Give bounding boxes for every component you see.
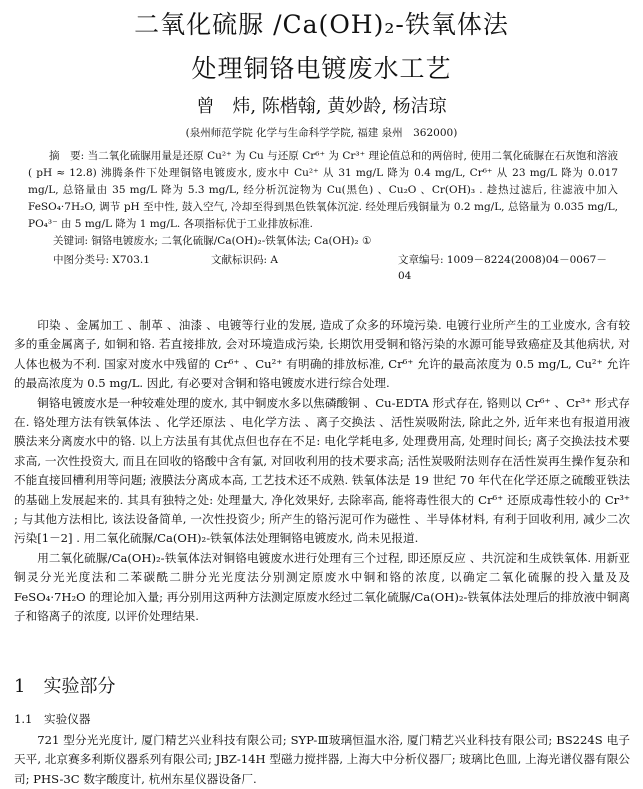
abstract-text: 摘 要: 当二氧化硫脲用量是还原 Cu²⁺ 为 Cu 与还原 Cr⁶⁺ 为 Cr³⁺ 理论值总和的两倍时, 使用二氧化硫脲在石灰饱和溶液( pH ≈ 12.8) 沸腾条件下处理铜铬电镀废水, 废水中 Cu²⁺ 从 31 mg/L 降为 0.4 mg/L, Cr⁶⁺ 从 23 mg/L 降为 0.017 mg/L, 总铬量由 35 mg/L 降为 5.3 mg/L, 经分析沉淀物为 Cu(黑色) 、Cu₂O 、Cr(OH)₃ . 趁热过滤后, 往滤液中加入 FeSO₄·7H₂O, 调节 pH 至中性, 鼓入空气, 冷却至得到黑色铁氧体沉淀. 经处理后残铜量为 0.2 mg/L, 总铬量为 0.035 mg/L, PO₄³⁻ 由 5 mg/L 降为 1 mg/L. 各项指标优于工业排放标准. xyxy=(28,150,618,230)
keywords: 关键词: 铜铬电镀废水; 二氧化硫脲/Ca(OH)₂-铁氧体法; Ca(OH)₂ ① xyxy=(53,235,372,247)
paper-title-line-1: 二氧化硫脲 /Ca(OH)₂-铁氧体法 xyxy=(134,10,509,39)
body-paragraph: 印染 、金属加工 、制革 、油漆 、电镀等行业的发展, 造成了众多的环境污染. 电镀行业所产生的工业废水, 含有较多的重金属离子, 如铜和铬. 若直接排放, 会对环境造成污染, 长期饮用受铜和铬污染的水源可能导致癌症及其他病状, 对人体也极为不利. 国家对废水中残留的 Cr⁶⁺ 、Cu²⁺ 有明确的排放标准, Cr⁶⁺ 允许的最高浓度为 0.5 mg/L, Cu²⁺ 允许的最高浓度为 0.5 mg/L. 因此, 有必要对含铜和铬电镀废水进行综合处理. xyxy=(14,318,630,391)
paper-title-line-2: 处理铜铬电镀废水工艺 xyxy=(191,54,452,83)
affiliation: (泉州师范学院 化学与生命科学学院, 福建 泉州 362000) xyxy=(185,127,458,139)
instruments-text xyxy=(14,731,630,789)
body-text xyxy=(14,316,630,627)
abstract xyxy=(28,148,618,233)
article-number: 文章编号: 1009－8224(2008)04－0067－04 xyxy=(398,254,607,282)
instruments-paragraph: 721 型分光光度计, 厦门精艺兴业科技有限公司; SYP-Ⅲ玻璃恒温水浴, 厦门精艺兴业科技有限公司; BS224S 电子天平, 北京赛多利斯仪器系列有限公司; JBZ-14H 型磁力搅拌器, 上海大中分析仪器厂; 玻璃比色皿, 上海光谱仪器有限公司; PHS-3C 数字酸度计, 杭州东星仪器设备厂. xyxy=(14,733,630,786)
body-paragraph: 用二氧化硫脲/Ca(OH)₂-铁氧体法对铜铬电镀废水进行处理有三个过程, 即还原反应 、共沉淀和生成铁氧体. 用新亚铜灵分光光度法和二苯碳酰二肼分光光度法分别测定原废水中铜和铬的浓度, 以确定二氧化硫脲的投入量及及 FeSO₄·7H₂O 的理论加入量; 再分别用这两种方法测定原废水经过二氧化硫脲/Ca(OH)₂-铁氧体法处理后的排放液中铜离子和铬离子的浓度, 以评价处理结果. xyxy=(14,550,630,624)
document-code: 文献标识码: A xyxy=(211,254,278,266)
subsection-heading: 1.1 实验仪器 xyxy=(14,712,91,726)
body-paragraph: 铜铬电镀废水是一种较难处理的废水, 其中铜废水多以焦磷酸铜 、Cu-EDTA 形式存在, 铬则以 Cr⁶⁺ 、Cr³⁺ 形式存在. 铬处理方法有铁氧体法 、化学还原法 、电化学方法 、离子交换法 、活性炭吸附法, 除此之外, 近年来也有报道用液膜法来分离废水中的铬. 以上方法虽有其优点但也存在不足: 电化学耗电多, 处理费用高, 处理时间长; 离子交换法技术要求高, 一次性投资大, 而且在回收的铬酸中含有氯, 对回收利用的技术要求高; 活性炭吸附法则存在活性炭再生操作复杂和不能直接回槽利用等问题; 液膜法分离成本高, 工艺技术还不成熟. 铁氧体法是 19 世纪 70 年代在化学还原之硫酸亚铁法的基础上发展起来的. 其具有独特之处: 处理量大, 净化效果好, 去除率高, 能将毒性很大的 Cr⁶⁺ 还原成毒性较小的 Cr³⁺ ; 与其他方法相比, 该法设备简单, 一次性投资少; 所产生的铬污泥可作为磁性 、半导体材料, 有利于回收利用, 减少二次污染[1－2] . 用二氧化硫脲/Ca(OH)₂-铁氧体法处理铜铬电镀废水, 尚未见报道. xyxy=(14,395,630,546)
authors: 曾 炜, 陈楷翰, 黄妙龄, 杨洁琼 xyxy=(196,96,447,117)
clc-number: 中图分类号: X703.1 xyxy=(53,254,150,266)
section-heading: 1 实验部分 xyxy=(14,676,116,697)
